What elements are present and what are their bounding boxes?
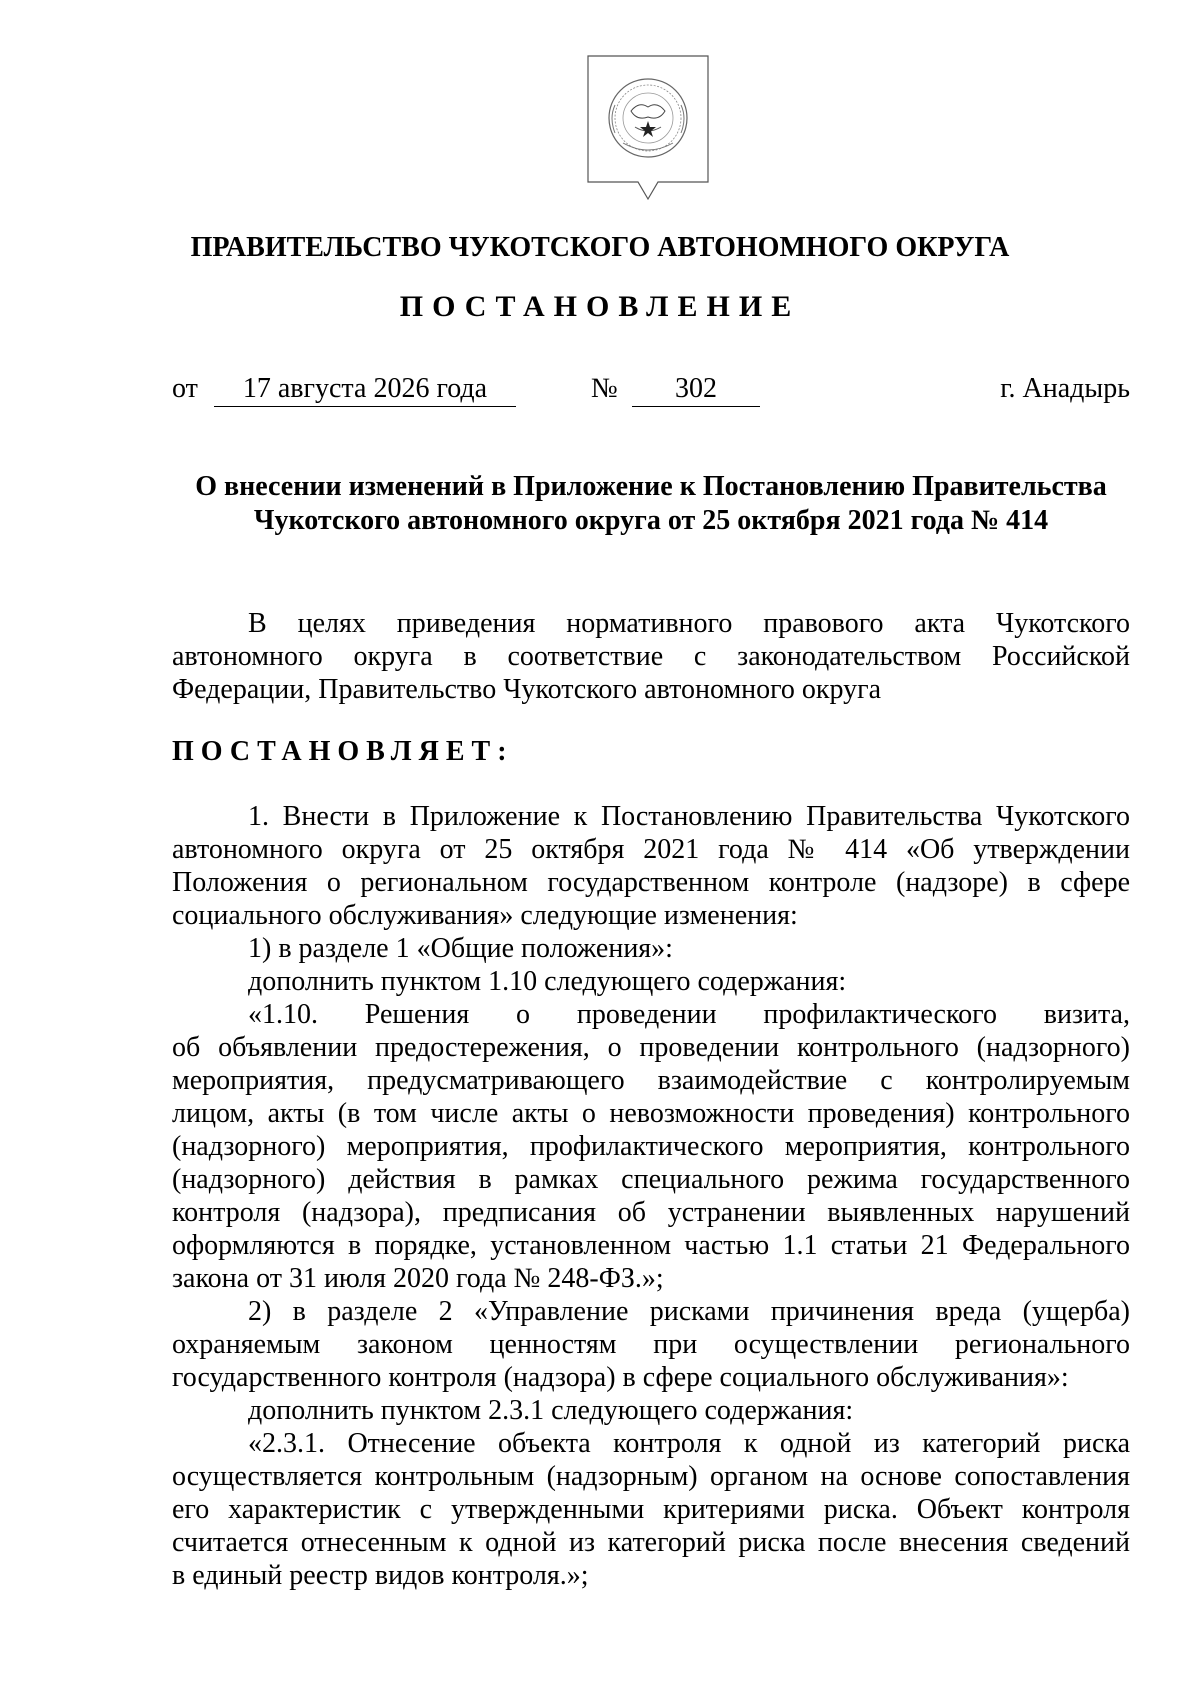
paragraph-2 xyxy=(172,1295,1130,1394)
text-line: закона от 31 июля 2020 года № 248-ФЗ.»; xyxy=(172,1263,664,1294)
text-line: Положения о региональном государственном контроле (надзоре) в сфере xyxy=(172,867,1130,898)
text-line: (надзорного) мероприятия, профилактического мероприятия, контрольного xyxy=(172,1131,1130,1162)
document-body xyxy=(172,800,1130,1592)
text-line: считается отнесенным к одной из категорий риска после внесения сведений xyxy=(172,1527,1130,1558)
text-line: его характеристик с утвержденными критериями риска. Объект контроля xyxy=(172,1494,1130,1525)
text-line: дополнить пунктом 1.10 следующего содержания: xyxy=(248,966,847,997)
text-line: социального обслуживания» следующие изменения: xyxy=(172,900,798,931)
document-date: 17 августа 2026 года xyxy=(214,372,516,407)
text-line: осуществляется контрольным (надзорным) органом на основе сопоставления xyxy=(172,1461,1130,1492)
text-line: (надзорного) действия в рамках специального режима государственного xyxy=(172,1164,1130,1195)
text-line: в единый реестр видов контроля.»; xyxy=(172,1560,589,1591)
text-line: дополнить пунктом 2.3.1 следующего содержания: xyxy=(248,1395,854,1426)
text-line: В целях приведения нормативного правового акта Чукотского xyxy=(248,608,1130,639)
text-line: 2) в разделе 2 «Управление рисками причинения вреда (ущерба) xyxy=(248,1296,1130,1327)
date-prefix-label: от xyxy=(172,373,198,404)
document-city: г. Анадырь xyxy=(1000,373,1130,404)
preamble-paragraph xyxy=(172,607,1130,706)
number-sign-label: № xyxy=(591,373,618,404)
text-line: лицом, акты (в том числе акты о невозможности проведения) контрольного xyxy=(172,1098,1130,1129)
text-line: автономного округа в соответствие с законодательством Российской xyxy=(172,641,1130,672)
subject-line: Чукотского автономного округа от 25 октября 2021 года № 414 xyxy=(253,505,1049,536)
text-line: Федерации, Правительство Чукотского автономного округа xyxy=(172,674,882,705)
document-number: 302 xyxy=(632,372,760,407)
government-title: ПРАВИТЕЛЬСТВО ЧУКОТСКОГО АВТОНОМНОГО ОКРУГА xyxy=(190,232,1010,263)
text-line: «1.10. Решения о проведении профилактического визита, xyxy=(248,999,1130,1030)
document-type-heading: ПОСТАНОВЛЕНИЕ xyxy=(399,290,801,323)
chukotka-coat-of-arms-icon xyxy=(587,55,709,207)
text-line: контроля (надзора), предписания об устранении выявленных нарушений xyxy=(172,1197,1130,1228)
paragraph-1-10 xyxy=(172,998,1130,1295)
document-meta-line xyxy=(172,372,1130,408)
text-line: автономного округа от 25 октября 2021 года № 414 «Об утверждении xyxy=(172,834,1130,865)
document-subject xyxy=(172,470,1130,538)
text-line: охраняемым законом ценностям при осуществлении регионального xyxy=(172,1329,1130,1360)
resolves-heading: ПОСТАНОВЛЯЕТ: xyxy=(172,736,514,767)
text-line: об объявлении предостережения, о проведении контрольного (надзорного) xyxy=(172,1032,1130,1063)
text-line: государственного контроля (надзора) в сфере социального обслуживания»: xyxy=(172,1362,1069,1393)
text-line: 1) в разделе 1 «Общие положения»: xyxy=(248,933,673,964)
text-line: оформляются в порядке, установленном частью 1.1 статьи 21 Федерального xyxy=(172,1230,1130,1261)
text-line: 1. Внести в Приложение к Постановлению Правительства Чукотского xyxy=(248,801,1130,832)
text-line: «2.3.1. Отнесение объекта контроля к одной из категорий риска xyxy=(248,1428,1130,1459)
text-line: мероприятия, предусматривающего взаимодействие с контролируемым xyxy=(172,1065,1130,1096)
paragraph-1 xyxy=(172,800,1130,932)
paragraph-2-3-1 xyxy=(172,1427,1130,1592)
subject-line: О внесении изменений в Приложение к Постановлению Правительства xyxy=(195,471,1107,502)
